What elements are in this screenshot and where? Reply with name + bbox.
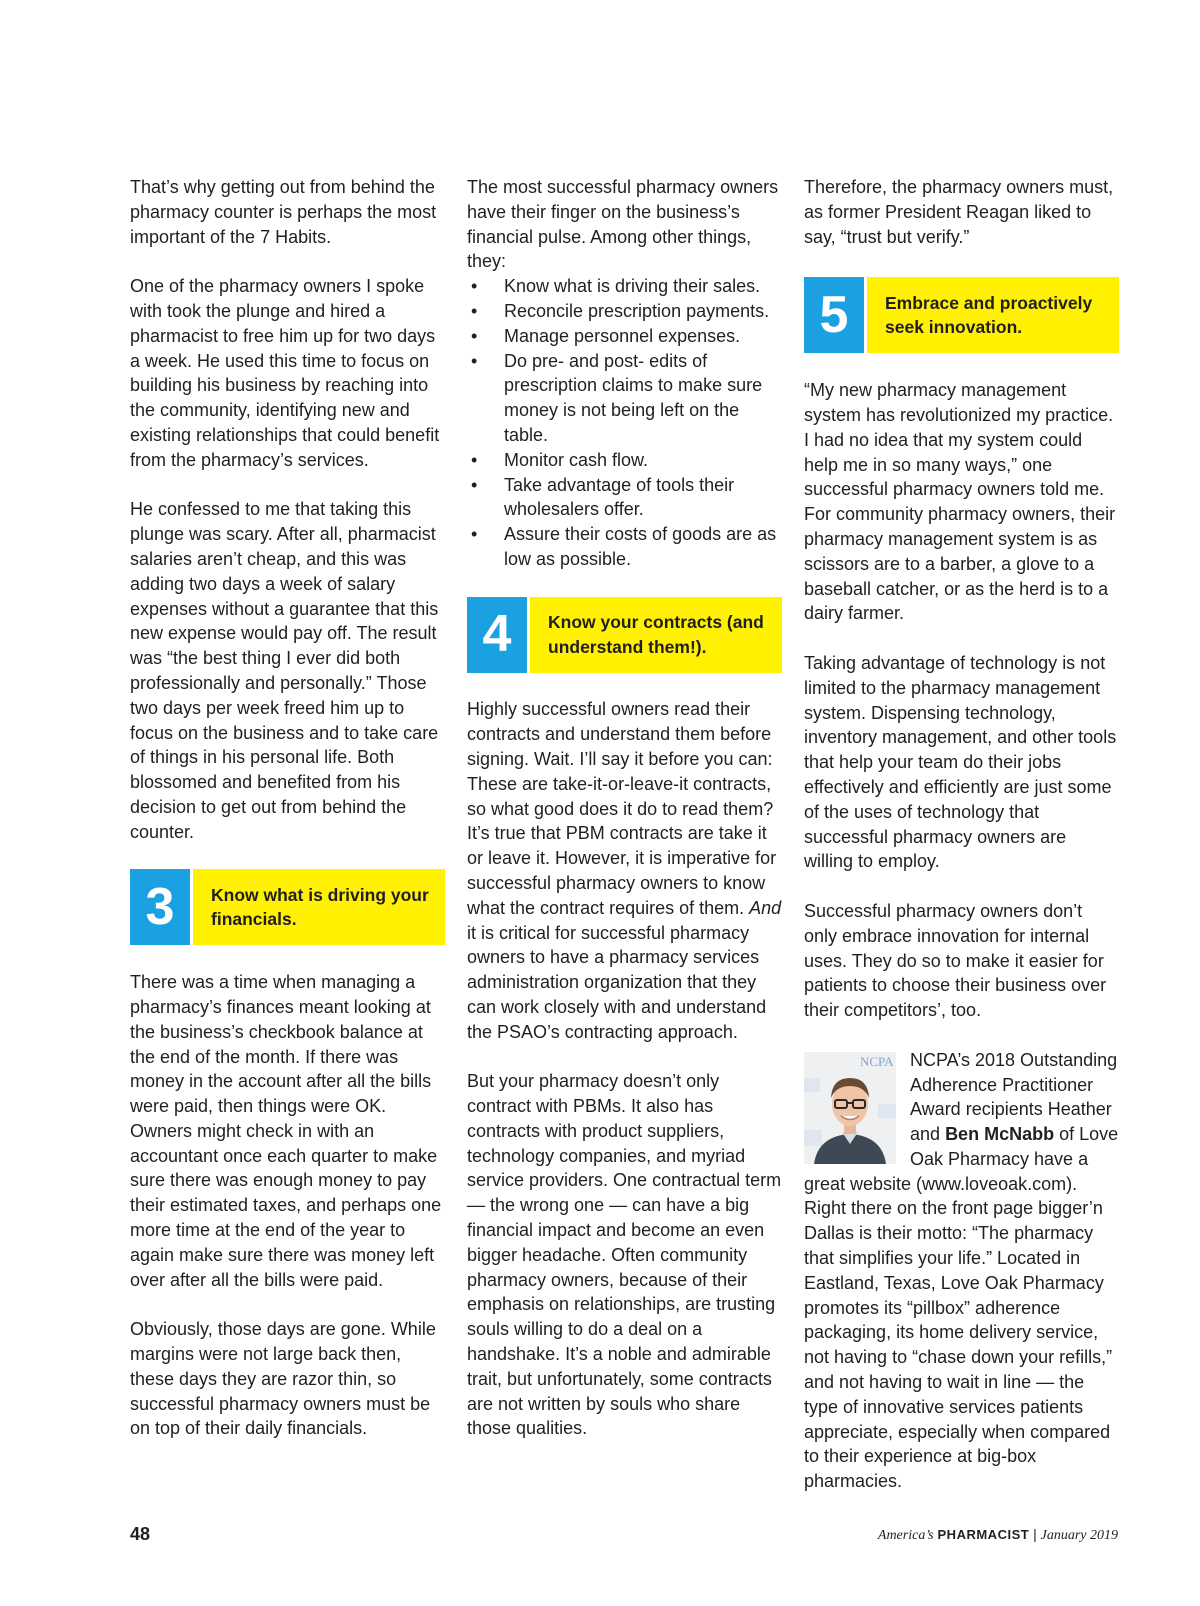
name-highlight: Ben McNabb	[945, 1124, 1055, 1145]
paragraph: Therefore, the pharmacy owners must, as former President Reagan liked to say, “trust but verify.”	[804, 177, 1114, 247]
footer-separator: |	[1033, 1526, 1037, 1542]
list-item: • Reconcile prescription payments.	[467, 299, 782, 324]
article-column-1	[130, 175, 445, 1441]
list-item: • Know what is driving their sales.	[467, 274, 782, 299]
article-column-2	[467, 175, 782, 1441]
habit-3-header	[130, 869, 445, 945]
page-number: 48	[130, 1524, 151, 1544]
habit-number: 5	[804, 277, 864, 353]
habit-title: Embrace and proactively seek innovation.	[867, 277, 1119, 353]
list-item: • Do pre- and post- edits of prescription claims to make sure money is not being left on the table.	[467, 349, 782, 448]
paragraph: But your pharmacy doesn’t only contract with PBMs. It also has contracts with product suppliers, technology companies, and myriad service providers. One contractual term — the wrong one — can have a big financial impact and become an even bigger headache. Often community pharmacy owners, because of their emphasis on relationships, are trusting souls willing to do a deal on a handshake. It’s a noble and admirable trait, but unfortunately, some contracts are not written by souls who share those qualities.	[467, 1071, 782, 1439]
paragraph: “My new pharmacy management system has revolutionized my practice. I had no idea that my system could help me in so many ways,” one successful pharmacy owners told me. For community pharmacy owners, their pharmacy management system is as scissors are to a barber, a glove to a baseball catcher, or as the herd is to a dairy farmer.	[804, 380, 1116, 624]
habit-number: 4	[467, 597, 527, 673]
portrait-illustration	[804, 1052, 896, 1164]
emphasis: And	[749, 897, 782, 918]
magazine-name: PHARMACIST	[937, 1527, 1030, 1542]
photo-caption: NCPA’s 2018 Outstanding Adherence Practitioner Award recipients Heather and Ben McNabb of Love Oak Pharmacy have a great website (www.loveoak.com). Right there on the front page bigger’n Dallas is their motto: “The pharmacy that simplifies your life.” Located in Eastland, Texas, Love Oak Pharmacy promotes its “pillbox” adherence packaging, its home delivery service, not having to “chase down your refills,” and not having to wait in line — the type of innovative services patients appreciate, especially when compared to their experience at big-box pharmacies.	[804, 1049, 1119, 1492]
photo-caption-block	[804, 1048, 1119, 1494]
paragraph: Successful pharmacy owners don’t only embrace innovation for internal uses. They do so to make it easier for patients to choose their business over their competitors’, too.	[804, 900, 1107, 1021]
portrait-photo	[804, 1052, 896, 1164]
backdrop-logo-text: NCPA	[860, 1053, 894, 1069]
paragraph: He confessed to me that taking this plunge was scary. After all, pharmacist salaries aren’t cheap, and this was adding two days a week of salary expenses without a guarantee that this new expense would pay off. The result was “the best thing I ever did both professionally and personally.” Those two days per week freed him up to focus on the business and to take care of things in his personal life. Both blossomed and benefited from his decision to get out from behind the counter.	[130, 499, 439, 842]
paragraph: The most successful pharmacy owners have their finger on the business’s financial pulse. Among other things, they:	[467, 177, 779, 272]
paragraph: There was a time when managing a pharmacy’s finances meant looking at the business’s checkbook balance at the end of the month. If there was money in the account after all the bills were paid, then things were OK. Owners might check in with an accountant once each quarter to make sure there was enough money to pay their estimated taxes, and perhaps one more time at the end of the year to again make sure there was money left over after all the bills were paid.	[130, 972, 442, 1290]
list-item: • Take advantage of tools their wholesalers offer.	[467, 473, 782, 523]
habit-title: Know your contracts (and understand them!).	[530, 597, 782, 673]
habit-4-header	[467, 597, 782, 673]
article-column-3	[804, 175, 1119, 1494]
paragraph: Taking advantage of technology is not limited to the pharmacy management system. Dispensing technology, inventory management, and other tools that help your team do their jobs effectively and efficiently are just some of the uses of technology that successful pharmacy owners are willing to employ.	[804, 652, 1117, 872]
paragraph: Highly successful owners read their contracts and understand them before signing. Wait. I’ll say it before you can: These are take-it-or-leave-it contracts, so what good does it do to read them? It’s true that PBM contracts are take it or leave it. However, it is imperative for successful pharmacy owners to know what the contract requires of them. And it is critical for successful pharmacy owners to have a pharmacy services administration organization that they can work closely with and understand the PSAO’s contracting approach.	[467, 699, 782, 1042]
issue-date: January 2019	[1040, 1528, 1118, 1543]
list-item: • Manage personnel expenses.	[467, 324, 782, 349]
list-item: • Monitor cash flow.	[467, 448, 782, 473]
paragraph: One of the pharmacy owners I spoke with took the plunge and hired a pharmacist to free him up for two days a week. He used this time to focus on building his business by reaching into the community, identifying new and existing relationships that could benefit from the pharmacy’s services.	[130, 276, 440, 470]
habit-number: 3	[130, 869, 190, 945]
habit-5-header	[804, 277, 1119, 353]
habit-title: Know what is driving your financials.	[193, 869, 445, 945]
paragraph: Obviously, those days are gone. While margins were not large back then, these days they are razor thin, so successful pharmacy owners must be on top of their daily financials.	[130, 1319, 436, 1439]
list-item: • Assure their costs of goods are as low as possible.	[467, 522, 782, 572]
paragraph: That’s why getting out from behind the pharmacy counter is perhaps the most important of the 7 Habits.	[130, 177, 437, 247]
magazine-footer	[878, 1526, 1118, 1544]
magazine-prefix: America’s	[877, 1528, 934, 1543]
habits-bullet-list	[467, 274, 782, 572]
